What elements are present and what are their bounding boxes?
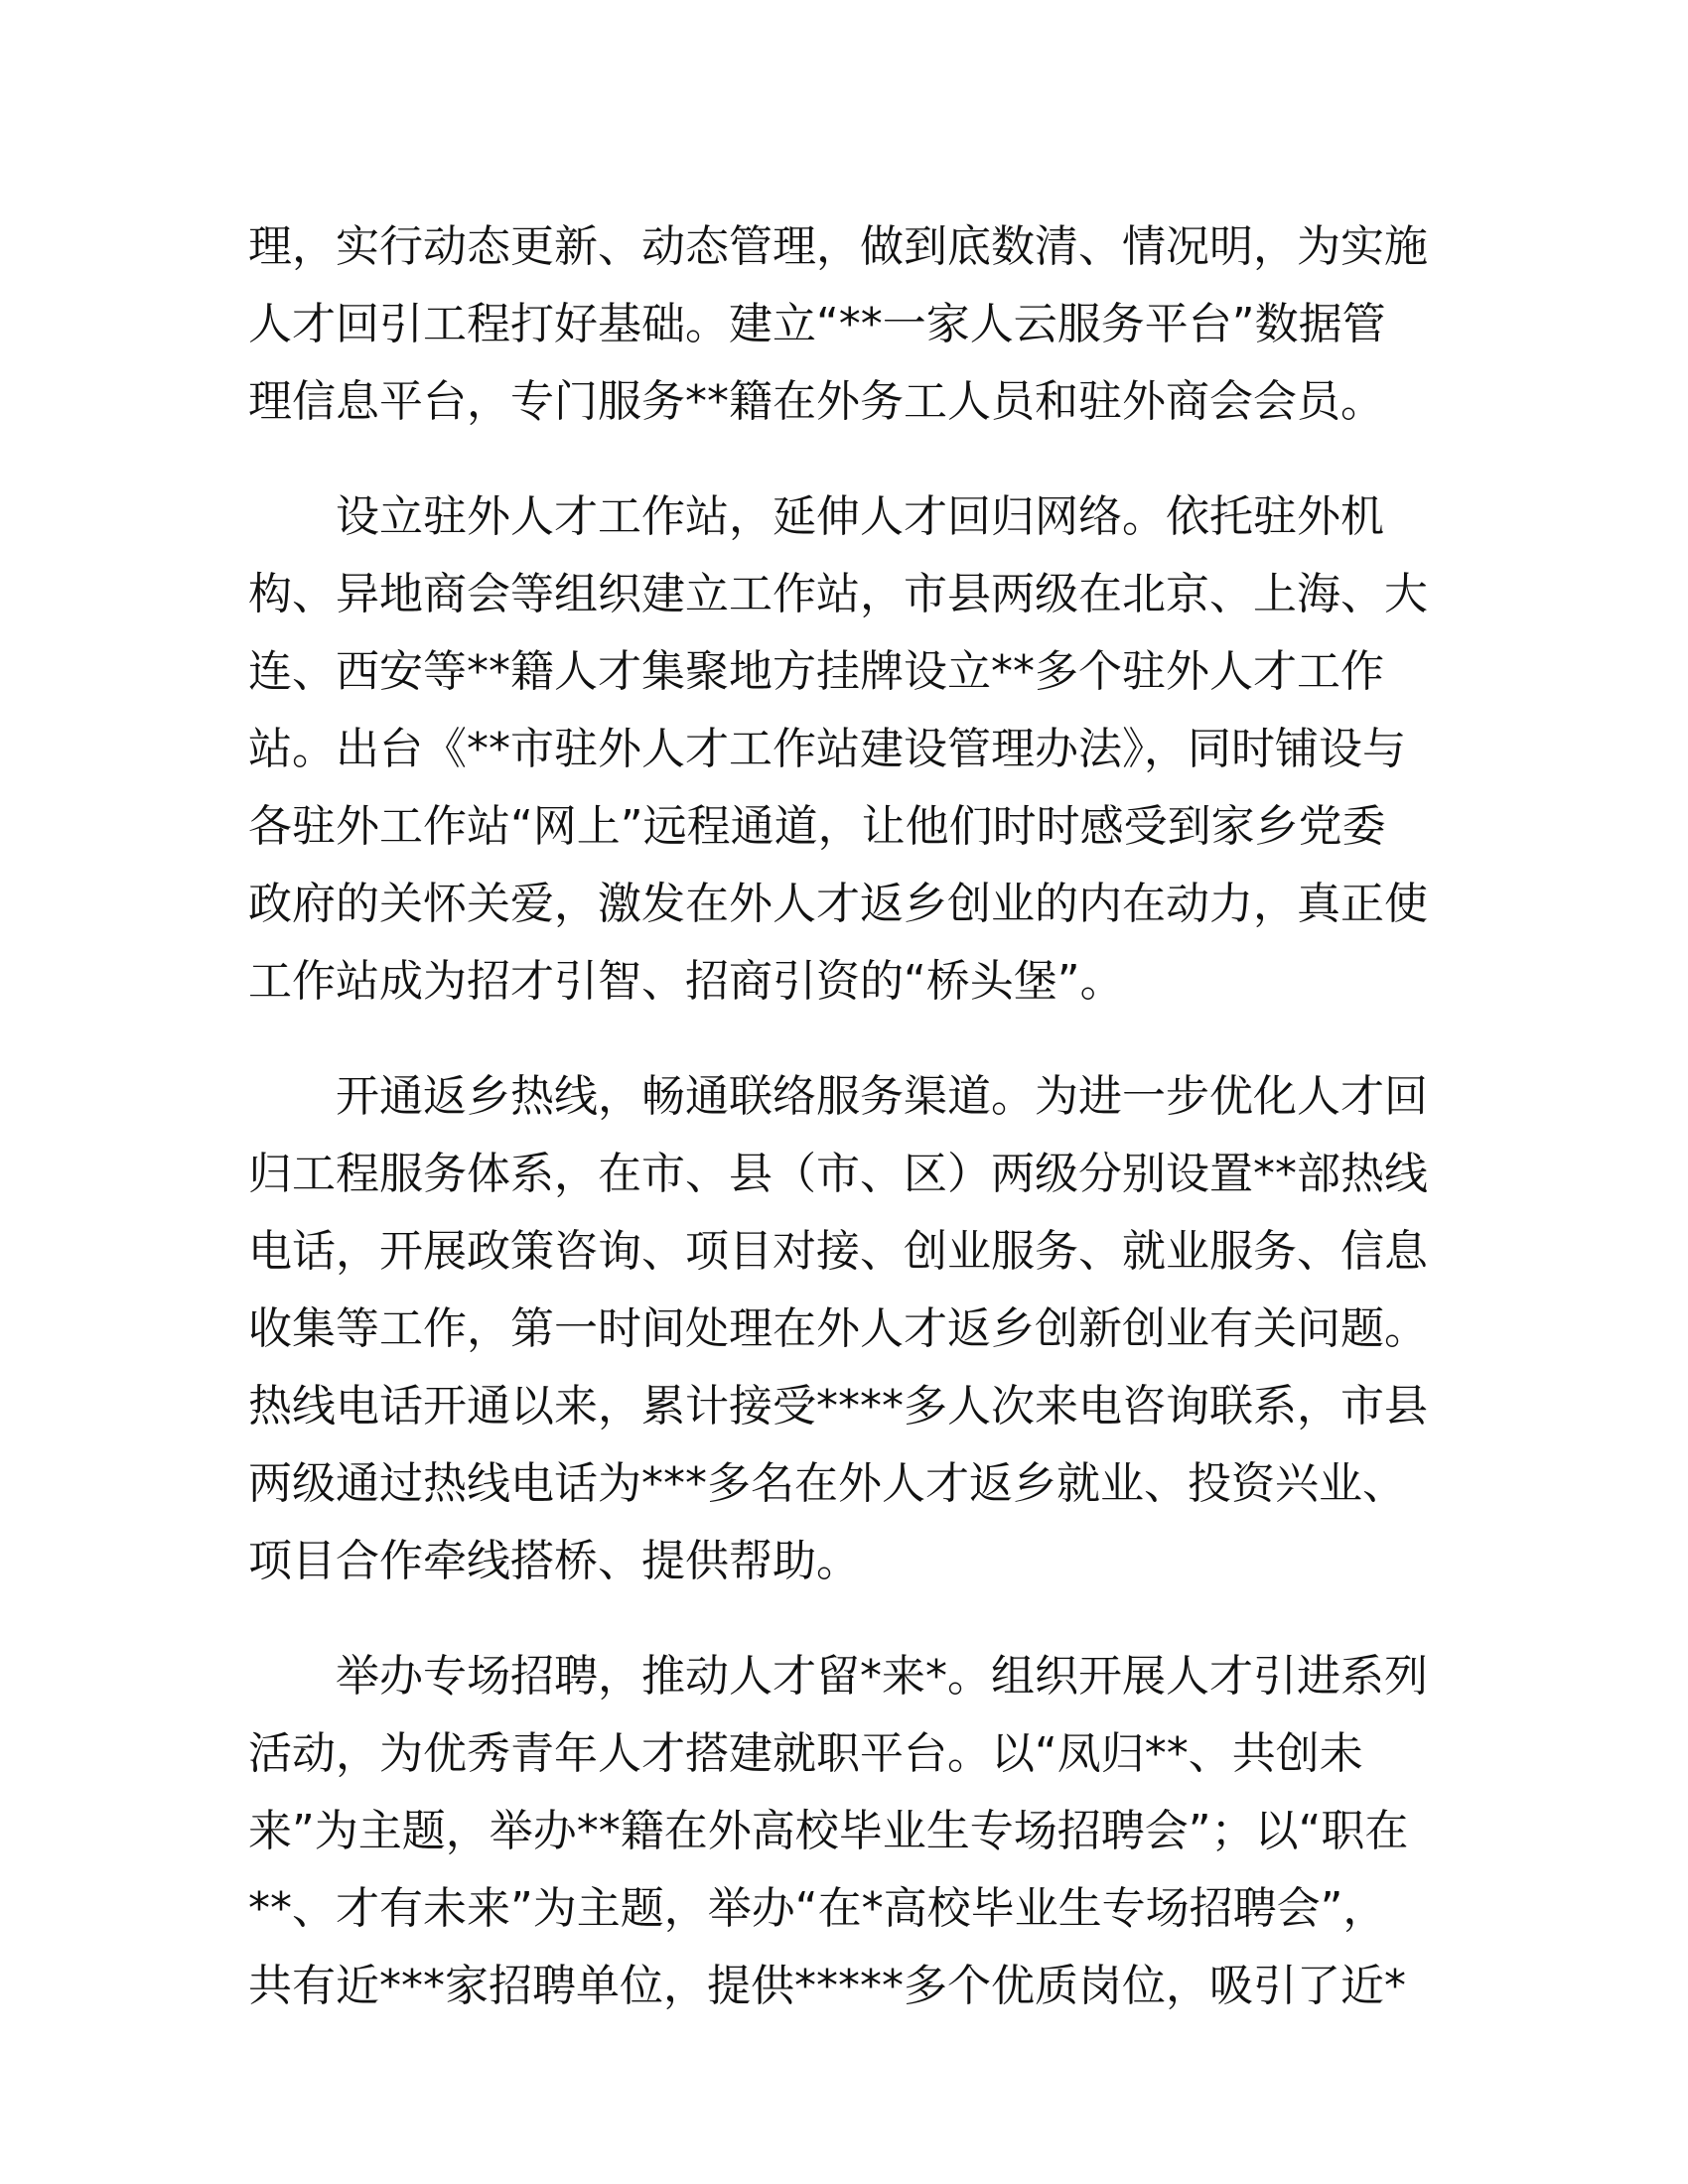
text-line: 理信息平台，专门服务**籍在外务工人员和驻外商会会员。 [248,376,1384,427]
text-line: 项目合作牵线搭桥、提供帮助。 [248,1536,860,1586]
text-line: 政府的关怀关爱，激发在外人才返乡创业的内在动力，真正使 [248,879,1428,929]
paragraph-recruitment [248,1638,1440,2025]
text-line: 举办专场招聘，推动人才留*来*。组织开展人才引进系列 [248,1651,1428,1702]
text-line: **、才有未来”为主题，举办“在*高校毕业生专场招聘会”， [248,1883,1387,1934]
body-text [248,208,1440,2025]
text-line: 来”为主题，举办**籍在外高校毕业生专场招聘会”；以“职在 [248,1806,1409,1856]
text-line: 开通返乡热线，畅通联络服务渠道。为进一步优化人才回 [248,1071,1428,1122]
text-line: 两级通过热线电话为***多名在外人才返乡就业、投资兴业、 [248,1458,1406,1509]
text-line: 活动，为优秀青年人才搭建就职平台。以“凤归**、共创未 [248,1728,1363,1779]
text-line: 人才回引工程打好基础。建立“**一家人云服务平台”数据管 [248,299,1386,349]
text-line: 工作站成为招才引智、招商引资的“桥头堡”。 [248,956,1124,1007]
paragraph-workstation [248,478,1440,1021]
text-line: 收集等工作，第一时间处理在外人才返乡创新创业有关问题。 [248,1303,1428,1354]
text-line: 设立驻外人才工作站，延伸人才回归网络。依托驻外机 [248,491,1384,542]
text-line: 站。出台《**市驻外人才工作站建设管理办法》，同时铺设与 [248,724,1406,774]
text-line: 热线电话开通以来，累计接受****多人次来电咨询联系，市县 [248,1381,1428,1432]
text-line: 构、异地商会等组织建立工作站，市县两级在北京、上海、大 [248,569,1428,619]
text-line: 各驻外工作站“网上”远程通道，让他们时时感受到家乡党委 [248,801,1386,852]
paragraph-hotline [248,1058,1440,1600]
text-line: 连、西安等**籍人才集聚地方挂牌设立**多个驻外人才工作 [248,646,1384,697]
text-line: 理，实行动态更新、动态管理，做到底数清、情况明，为实施 [248,221,1428,272]
paragraph-talent-database [248,208,1440,441]
text-line: 归工程服务体系，在市、县（市、区）两级分别设置**部热线 [248,1149,1428,1199]
text-line: 共有近***家招聘单位，提供*****多个优质岗位，吸引了近* [248,1961,1406,2011]
text-line: 电话，开展政策咨询、项目对接、创业服务、就业服务、信息 [248,1226,1428,1277]
